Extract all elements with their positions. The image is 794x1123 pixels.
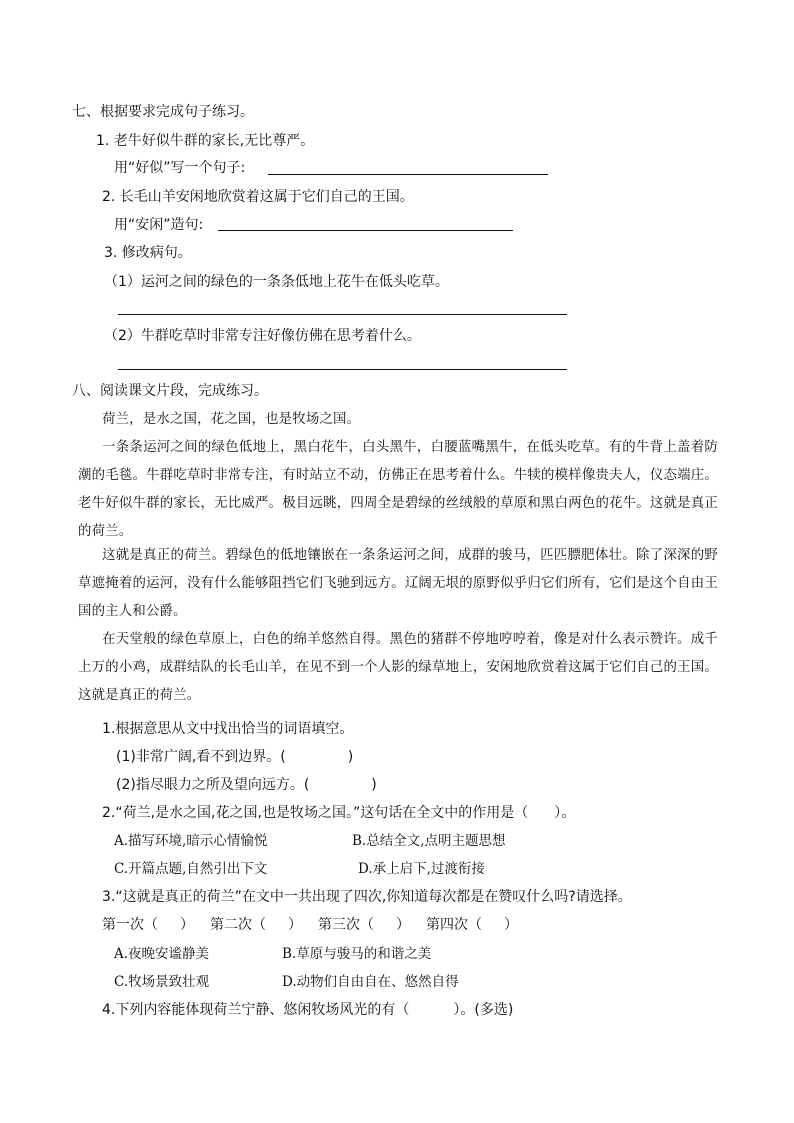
q7-1-prompt-row (114, 159, 245, 177)
q7-2-sentence: 2. 长毛山羊安闲地欣赏着这属于它们自己的王国。 (102, 189, 414, 205)
q8-3-second-label: 第二次（ (210, 917, 266, 933)
q8-1-a (116, 748, 353, 766)
passage-paragraph-1: 荷兰，是水之国，花之国，也是牧场之国。 (102, 412, 361, 427)
q8-2-title: 2.“荷兰,是水之国,花之国,也是牧场之国。”这句话在全文中的作用是（ (102, 805, 529, 821)
q7-1-prompt: 用“好似”写一个句子: (114, 160, 246, 176)
q7-3-item1: （1）运河之间的绿色的一条条低地上花牛在低头吃草。 (104, 274, 449, 290)
passage-paragraph-2: 一条条运河之间的绿色低地上，黑白花牛，白头黑牛，白腰蓝嘴黑牛，在低头吃草。有的牛背上盖着防潮的毛毯。牛群吃草时非常专注，有时站立不动，仿佛正在思考着什么。牛犊的模样像贵夫人，仪态端庄。老牛好似牛群的家长，无比威严。极目远眺，四周全是碧绿的丝绒般的草原和黑白两色的花牛。这就是真正的荷兰。 (78, 440, 718, 539)
q8-2-option-a[interactable]: A.描写环境,暗示心情愉悦 (114, 833, 268, 849)
q8-3-option-d[interactable]: D.动物们自由自在、悠然自得 (282, 974, 459, 990)
q8-3-third-close: ） (396, 917, 410, 933)
q8-2-option-b[interactable]: B.总结全文,点明主题思想 (352, 833, 506, 849)
passage-paragraph-4: 在天堂般的绿色草原上，白色的绵羊悠然自得。黑色的猪群不停地哼哼着，像是对什么表示赞许。成千上万的小鸡，成群结队的长毛山羊，在见不到一个人影的绿草地上，安闲地欣赏着这属于它们自己的王国。这就是真正的荷兰。 (78, 632, 718, 703)
q8-2-option-d[interactable]: D.承上启下,过渡衔接 (358, 861, 485, 877)
q8-3-title: 3.“这就是真正的荷兰”在文中一共出现了四次,你知道每次都是在赞叹什么吗?请选择。 (102, 889, 632, 905)
q8-1-title: 1.根据意思从文中找出恰当的词语填空。 (102, 721, 354, 737)
q7-3-item1-answer-line[interactable] (118, 314, 567, 315)
q7-2-prompt: 用“安闲”造句: (114, 217, 204, 233)
q7-3-item2-answer-line[interactable] (118, 369, 567, 370)
q7-3-title: 3. 修改病句。 (104, 245, 192, 261)
q8-3-second-close: ） (288, 917, 302, 933)
q8-4-title-end: ）。(多选) (453, 1002, 514, 1018)
q8-3-option-a[interactable]: A.夜晚安谧静美 (114, 946, 210, 962)
q8-3-third-label: 第三次（ (318, 917, 374, 933)
q7-3-item2: （2）牛群吃草时非常专注好像仿佛在思考着什么。 (104, 328, 421, 344)
q8-3-option-c[interactable]: C.牧场景致壮观 (114, 974, 210, 990)
section7-heading: 七、根据要求完成句子练习。 (72, 104, 254, 120)
q8-1-a-end: ) (347, 749, 354, 765)
q8-1-a-text: (1)非常广阔,看不到边界。( (116, 749, 286, 765)
q7-2-answer-line[interactable] (218, 230, 513, 231)
q8-3-option-b[interactable]: B.草原与骏马的和谐之美 (282, 946, 432, 962)
q8-2-title-end: ）。 (554, 805, 576, 821)
q7-1-sentence: 1. 老牛好似牛群的家长,无比尊严。 (96, 133, 315, 149)
q8-3-fourth-label: 第四次（ (426, 917, 482, 933)
q8-1-b-text: (2)指尽眼力之所及望向远方。( (116, 777, 310, 793)
q8-3-fourth-close: ） (504, 917, 518, 933)
q8-4-title-row (102, 1001, 513, 1019)
q7-2-prompt-row (114, 216, 203, 234)
passage-paragraph-3: 这就是真正的荷兰。碧绿色的低地镶嵌在一条条运河之间，成群的骏马，匹匹膘肥体壮。除了深深的野草遮掩着的运河，没有什么能够阻挡它们飞驰到远方。辽阔无垠的原野似乎归它们所有，它们是这个自由王国的主人和公爵。 (78, 548, 718, 619)
q8-2-title-row (102, 804, 575, 822)
q8-3-answer-row (102, 916, 518, 934)
q8-3-first-label: 第一次（ (102, 917, 158, 933)
q7-1-answer-line[interactable] (268, 174, 548, 175)
q8-1-b (116, 776, 377, 794)
section8-heading: 八、阅读课文片段，完成练习。 (72, 383, 268, 399)
q8-1-b-end: ) (371, 777, 377, 793)
q8-3-first-close: ） (180, 917, 194, 933)
q8-4-title: 4.下列内容能体现荷兰宁静、悠闲牧场风光的有（ (102, 1002, 410, 1018)
q8-2-option-c[interactable]: C.开篇点题,自然引出下文 (114, 861, 268, 877)
